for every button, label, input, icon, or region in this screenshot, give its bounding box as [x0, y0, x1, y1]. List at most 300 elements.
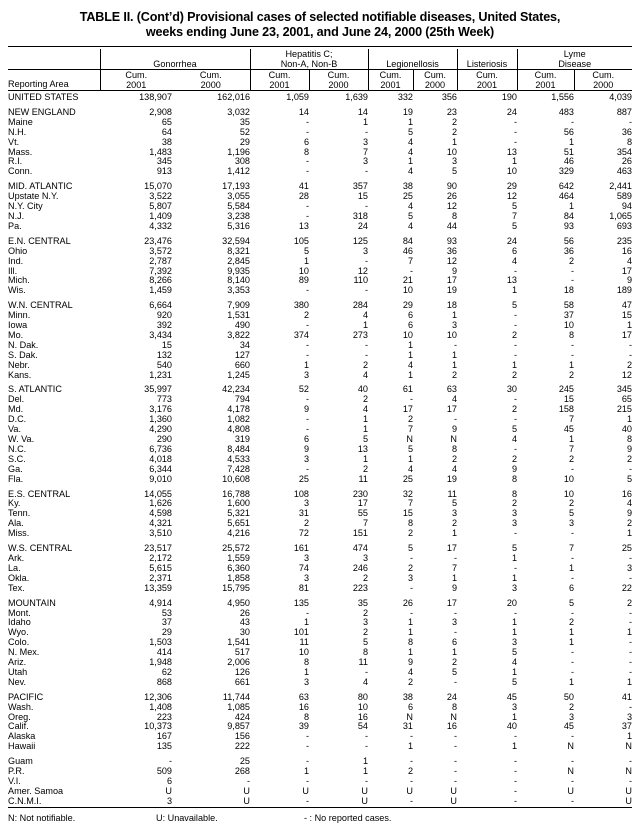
row-value-cell: 464: [558, 191, 574, 202]
row-value-cell: 13: [506, 146, 517, 157]
row-value-cell: 18: [563, 285, 574, 296]
row-value-cell: 56: [563, 126, 574, 137]
row-value-cell: -: [453, 552, 457, 563]
row-value-cell: 913: [156, 166, 172, 177]
row-value-cell: 1,082: [227, 414, 250, 425]
row-value-cell: 10,608: [222, 473, 250, 484]
header-subcolumn-row: [8, 70, 632, 91]
row-value-cell: -: [453, 766, 457, 777]
row-value-cell: 4,321: [149, 518, 172, 529]
row-value-cell: 4,914: [149, 597, 172, 608]
row-area-label: E.S. CENTRAL: [8, 488, 71, 499]
row-value-cell: 4: [407, 166, 413, 177]
row-value-cell: 15: [563, 394, 574, 405]
row-value-cell: 41: [621, 691, 632, 702]
row-value-cell: 3: [362, 136, 368, 147]
row-value-cell: 1: [407, 627, 413, 638]
row-value-cell: 1,231: [149, 369, 172, 380]
row-value-cell: 1,948: [149, 657, 172, 668]
table-row: [8, 584, 632, 594]
row-value-cell: 1,409: [149, 210, 172, 221]
row-value-cell: 2: [568, 701, 574, 712]
row-value-cell: 2: [407, 676, 413, 687]
row-value-cell: -: [409, 265, 413, 276]
row-value-cell: 3: [568, 518, 574, 529]
row-value-cell: 6,736: [149, 443, 172, 454]
row-value-cell: 5,316: [227, 220, 250, 231]
row-value-cell: 17: [402, 404, 413, 415]
row-area-label: R.I.: [8, 156, 23, 167]
row-value-cell: 3: [407, 572, 413, 583]
row-value-cell: 13: [357, 443, 368, 454]
row-value-cell: 223: [156, 711, 172, 722]
row-value-cell: 1: [362, 424, 368, 435]
row-value-cell: -: [305, 463, 309, 474]
row-value-cell: 10: [563, 488, 574, 499]
row-area-label: N.J.: [8, 210, 25, 221]
row-value-cell: 10: [298, 265, 309, 276]
row-value-cell: 53: [161, 607, 172, 618]
row-area-label: Nev.: [8, 676, 27, 687]
row-value-cell: -: [570, 776, 574, 786]
row-value-cell: 14: [298, 106, 309, 117]
row-area-label: Kans.: [8, 369, 32, 380]
row-value-cell: 37: [563, 310, 574, 321]
row-value-cell: U: [361, 795, 368, 806]
row-value-cell: 3: [362, 552, 368, 563]
row-value-cell: 32: [402, 488, 413, 499]
row-value-cell: 5: [362, 434, 368, 444]
row-value-cell: 329: [558, 166, 574, 177]
row-value-cell: 4: [511, 657, 517, 668]
row-value-cell: 7: [407, 424, 413, 435]
row-area-label: N. Mex.: [8, 647, 40, 658]
row-value-cell: 1,531: [227, 310, 250, 321]
row-value-cell: 5: [407, 210, 413, 221]
row-value-cell: 5: [451, 498, 457, 509]
row-value-cell: 3: [511, 637, 517, 648]
row-value-cell: -: [628, 701, 632, 712]
row-value-cell: 23: [446, 106, 457, 117]
row-value-cell: 1: [568, 637, 574, 648]
row-value-cell: N: [406, 711, 413, 722]
row-value-cell: -: [305, 424, 309, 435]
row-value-cell: 235: [616, 235, 632, 246]
subheader-listeriosis-2001: Cum. 2001: [457, 70, 517, 91]
row-value-cell: 25: [298, 473, 309, 484]
row-value-cell: 4: [626, 498, 632, 509]
row-value-cell: 7,392: [149, 265, 172, 276]
row-value-cell: 1,559: [227, 552, 250, 563]
row-value-cell: -: [513, 265, 517, 276]
row-value-cell: 6: [407, 320, 413, 331]
row-value-cell: 589: [616, 191, 632, 202]
table-row: [8, 361, 632, 371]
row-value-cell: 7,909: [227, 300, 250, 311]
row-value-cell: 65: [621, 394, 632, 405]
row-value-cell: 354: [616, 146, 632, 157]
row-value-cell: 30: [506, 384, 517, 395]
row-value-cell: -: [409, 394, 413, 405]
row-value-cell: 1: [303, 766, 309, 777]
row-value-cell: 11: [299, 637, 309, 648]
row-value-cell: 1: [511, 552, 517, 563]
row-value-cell: 868: [156, 676, 172, 687]
row-value-cell: 5: [451, 166, 457, 177]
row-value-cell: 127: [234, 349, 250, 360]
row-value-cell: 12: [357, 265, 368, 276]
row-value-cell: 8: [626, 136, 632, 147]
row-area-label: Wash.: [8, 701, 34, 712]
row-value-cell: 26: [239, 607, 250, 618]
row-value-cell: 25: [239, 756, 250, 767]
row-value-cell: 773: [156, 394, 172, 405]
row-value-cell: 36: [563, 245, 574, 256]
row-value-cell: 1: [407, 617, 413, 628]
row-value-cell: 3,510: [149, 528, 172, 539]
row-value-cell: -: [453, 676, 457, 687]
column-group-gonorrhea: Gonorrhea: [100, 49, 250, 70]
row-area-label: Okla.: [8, 572, 30, 583]
row-value-cell: 3: [451, 320, 457, 331]
row-value-cell: 55: [357, 508, 368, 519]
row-area-label: P.R.: [8, 766, 25, 777]
row-value-cell: 6,360: [227, 562, 250, 573]
row-value-cell: 356: [441, 92, 457, 102]
row-area-label: Maine: [8, 116, 33, 127]
row-value-cell: 1: [451, 528, 457, 539]
table-row: [8, 351, 632, 361]
row-area-label: W.N. CENTRAL: [8, 300, 73, 311]
row-area-label: Upstate N.Y.: [8, 191, 59, 202]
row-area-label: Ky.: [8, 498, 21, 509]
row-value-cell: -: [305, 741, 309, 752]
row-value-cell: 6: [511, 245, 517, 256]
table-row: [8, 465, 632, 475]
row-area-label: Mich.: [8, 275, 30, 286]
row-value-cell: 4: [407, 146, 413, 157]
row-value-cell: -: [628, 756, 632, 767]
row-value-cell: 3,522: [149, 191, 172, 202]
row-value-cell: 1: [407, 647, 413, 658]
row-value-cell: -: [570, 731, 574, 742]
table-row: [8, 167, 632, 177]
row-value-cell: 1,541: [227, 637, 250, 648]
row-area-label: La.: [8, 562, 21, 573]
row-value-cell: 3: [303, 498, 309, 509]
row-value-cell: 4: [451, 394, 457, 405]
table-row: [8, 267, 632, 277]
table-row: [8, 599, 632, 609]
row-value-cell: 7: [362, 518, 368, 529]
row-value-cell: 15,070: [144, 181, 172, 192]
row-value-cell: 1: [568, 434, 574, 444]
row-value-cell: U: [302, 785, 309, 796]
row-value-cell: 8: [451, 443, 457, 454]
row-value-cell: -: [305, 210, 309, 221]
row-area-label: Mass.: [8, 146, 33, 157]
row-value-cell: -: [453, 414, 457, 425]
footnote-no-reported-cases: - : No reported cases.: [304, 812, 392, 823]
row-value-cell: 474: [352, 543, 368, 554]
row-value-cell: 215: [616, 404, 632, 415]
row-value-cell: -: [409, 756, 413, 767]
row-value-cell: 11: [358, 657, 368, 668]
row-value-cell: 1: [407, 156, 413, 167]
row-value-cell: -: [570, 552, 574, 563]
row-value-cell: 52: [298, 384, 309, 395]
row-value-cell: 7: [407, 498, 413, 509]
row-value-cell: -: [513, 776, 517, 786]
row-value-cell: 1: [568, 676, 574, 687]
row-value-cell: 3: [362, 245, 368, 256]
row-value-cell: 2: [511, 369, 517, 380]
row-value-cell: 29: [239, 136, 250, 147]
header-corner-cell: [8, 49, 100, 70]
row-value-cell: 9: [451, 265, 457, 276]
row-value-cell: 8: [303, 146, 309, 157]
row-area-label: W.S. CENTRAL: [8, 543, 73, 554]
row-value-cell: 4,950: [227, 597, 250, 608]
column-group-hepatitis-c: Hepatitis C; Non-A, Non-B: [250, 49, 368, 70]
row-value-cell: 2: [303, 518, 309, 529]
row-value-cell: 24: [357, 220, 368, 231]
row-value-cell: 84: [563, 210, 574, 221]
row-value-cell: 42,234: [222, 384, 250, 395]
row-value-cell: 1: [451, 359, 457, 370]
row-area-label: V.I.: [8, 776, 21, 786]
row-value-cell: 2: [451, 126, 457, 137]
row-value-cell: 35: [357, 597, 368, 608]
row-value-cell: 19: [402, 106, 413, 117]
row-value-cell: 94: [621, 201, 632, 212]
row-value-cell: 29: [402, 300, 413, 311]
row-value-cell: 14: [357, 106, 368, 117]
row-value-cell: 2: [568, 255, 574, 266]
row-value-cell: -: [628, 776, 632, 786]
row-value-cell: 7: [568, 543, 574, 554]
row-value-cell: 2: [451, 453, 457, 464]
row-value-cell: 45: [563, 424, 574, 435]
row-value-cell: 4,039: [609, 92, 632, 102]
row-value-cell: 58: [563, 300, 574, 311]
row-value-cell: 24: [446, 691, 457, 702]
row-value-cell: 2,006: [227, 657, 250, 668]
row-value-cell: 1,196: [227, 146, 250, 157]
row-value-cell: 74: [298, 562, 309, 573]
row-value-cell: 660: [234, 359, 250, 370]
row-value-cell: 1: [626, 414, 632, 425]
row-value-cell: 3,353: [227, 285, 250, 296]
row-value-cell: 920: [156, 310, 172, 321]
row-value-cell: 1: [451, 136, 457, 147]
row-value-cell: 29: [506, 181, 517, 192]
row-value-cell: 345: [616, 384, 632, 395]
row-value-cell: 3: [511, 582, 517, 593]
row-value-cell: 380: [293, 300, 309, 311]
row-value-cell: 1: [451, 310, 457, 321]
row-area-label: Ark.: [8, 552, 25, 563]
row-value-cell: -: [513, 310, 517, 321]
row-value-cell: 1: [362, 414, 368, 425]
row-value-cell: 3: [451, 617, 457, 628]
row-value-cell: -: [453, 776, 457, 786]
table-row: [8, 742, 632, 752]
row-value-cell: 32,594: [222, 235, 250, 246]
row-value-cell: 16,788: [222, 488, 250, 499]
row-area-label: Idaho: [8, 617, 31, 628]
row-value-cell: 5: [568, 508, 574, 519]
row-value-cell: 3: [362, 617, 368, 628]
row-value-cell: 7: [362, 146, 368, 157]
row-area-label: Calif.: [8, 721, 29, 732]
row-value-cell: 2: [626, 597, 632, 608]
row-area-label: W. Va.: [8, 434, 35, 444]
row-value-cell: 2,371: [149, 572, 172, 583]
row-value-cell: 46: [402, 245, 413, 256]
row-value-cell: 125: [352, 235, 368, 246]
row-value-cell: 2: [511, 453, 517, 464]
row-value-cell: 9,935: [227, 265, 250, 276]
row-value-cell: -: [628, 666, 632, 677]
row-value-cell: 39: [298, 721, 309, 732]
table-row: [8, 544, 632, 554]
row-value-cell: 51: [563, 146, 574, 157]
row-value-cell: 24: [506, 235, 517, 246]
row-value-cell: U: [625, 795, 632, 806]
row-value-cell: 38: [402, 181, 413, 192]
row-value-cell: -: [628, 349, 632, 360]
row-value-cell: 29: [161, 627, 172, 638]
row-value-cell: 1: [407, 349, 413, 360]
row-value-cell: -: [628, 572, 632, 583]
row-value-cell: U: [625, 785, 632, 796]
row-value-cell: 8: [511, 473, 517, 484]
row-value-cell: 10: [357, 701, 368, 712]
row-value-cell: U: [450, 795, 457, 806]
row-value-cell: 4,290: [149, 424, 172, 435]
row-value-cell: 47: [621, 300, 632, 311]
column-group-lyme-disease: Lyme Disease: [517, 49, 632, 70]
row-value-cell: 2: [451, 116, 457, 127]
row-value-cell: 4,178: [227, 404, 250, 415]
row-value-cell: 4: [362, 369, 368, 380]
row-value-cell: 1: [511, 285, 517, 296]
table-row: [8, 499, 632, 509]
row-value-cell: 54: [357, 721, 368, 732]
row-value-cell: 8,266: [149, 275, 172, 286]
row-value-cell: 1: [303, 617, 309, 628]
row-value-cell: 5: [407, 126, 413, 137]
table-row: [8, 425, 632, 435]
row-area-label: Ill.: [8, 265, 18, 276]
row-value-cell: 8: [303, 711, 309, 722]
row-value-cell: -: [513, 394, 517, 405]
row-value-cell: 31: [402, 721, 413, 732]
row-value-cell: -: [364, 741, 368, 752]
row-area-label: Tenn.: [8, 508, 31, 519]
row-value-cell: 1: [511, 359, 517, 370]
row-value-cell: 4: [407, 463, 413, 474]
row-value-cell: 1: [362, 766, 368, 777]
row-value-cell: 1: [626, 320, 632, 331]
row-value-cell: 9: [451, 424, 457, 435]
row-value-cell: 25: [402, 473, 413, 484]
row-value-cell: -: [305, 349, 309, 360]
row-value-cell: 9: [626, 508, 632, 519]
row-value-cell: 10: [446, 146, 457, 157]
row-value-cell: 5: [568, 597, 574, 608]
row-area-label: Oreg.: [8, 711, 31, 722]
row-value-cell: 11: [358, 473, 368, 484]
row-area-label: Iowa: [8, 320, 28, 331]
table-row: [8, 371, 632, 381]
row-value-cell: -: [364, 126, 368, 137]
row-value-cell: 24: [506, 106, 517, 117]
row-value-cell: 8: [626, 434, 632, 444]
table-row: [8, 693, 632, 703]
row-value-cell: 1: [568, 359, 574, 370]
row-value-cell: 15,795: [222, 582, 250, 593]
row-area-label: NEW ENGLAND: [8, 106, 76, 117]
row-area-label: Mont.: [8, 607, 31, 618]
row-value-cell: -: [570, 275, 574, 286]
table-row: [8, 703, 632, 713]
row-value-cell: 1: [511, 627, 517, 638]
row-value-cell: 4: [407, 136, 413, 147]
row-value-cell: 2: [626, 518, 632, 529]
row-value-cell: 56: [563, 235, 574, 246]
row-value-cell: 9: [511, 463, 517, 474]
row-value-cell: 1: [568, 627, 574, 638]
subheader-hepatitis-c-2000: Cum. 2000: [309, 70, 368, 91]
row-value-cell: N: [567, 766, 574, 777]
row-value-cell: 1: [626, 528, 632, 539]
row-value-cell: -: [628, 637, 632, 648]
row-value-cell: 1: [568, 136, 574, 147]
row-value-cell: -: [513, 443, 517, 454]
row-value-cell: 10: [298, 647, 309, 658]
row-value-cell: -: [305, 339, 309, 350]
header-group-row: [8, 49, 632, 70]
row-value-cell: 3: [451, 508, 457, 519]
footer-rule: [8, 807, 632, 810]
row-value-cell: -: [453, 627, 457, 638]
row-value-cell: 517: [234, 647, 250, 658]
row-value-cell: 5,321: [227, 508, 250, 519]
row-value-cell: -: [570, 666, 574, 677]
row-value-cell: -: [305, 201, 309, 212]
row-value-cell: 19: [446, 285, 457, 296]
row-value-cell: 8: [511, 488, 517, 499]
row-area-label: Del.: [8, 394, 25, 405]
row-value-cell: 3: [511, 701, 517, 712]
row-value-cell: -: [305, 756, 309, 767]
row-area-label: S. Dak.: [8, 349, 38, 360]
row-value-cell: 1: [511, 617, 517, 628]
row-value-cell: -: [513, 562, 517, 573]
table-row: [8, 638, 632, 648]
row-value-cell: 1: [511, 572, 517, 583]
row-value-cell: -: [570, 647, 574, 658]
row-area-label: Vt.: [8, 136, 20, 147]
row-area-label: Ariz.: [8, 657, 27, 668]
row-value-cell: 9: [303, 404, 309, 415]
table-row: [8, 767, 632, 777]
table-row: [8, 732, 632, 742]
row-value-cell: 8: [303, 657, 309, 668]
row-value-cell: -: [305, 116, 309, 127]
